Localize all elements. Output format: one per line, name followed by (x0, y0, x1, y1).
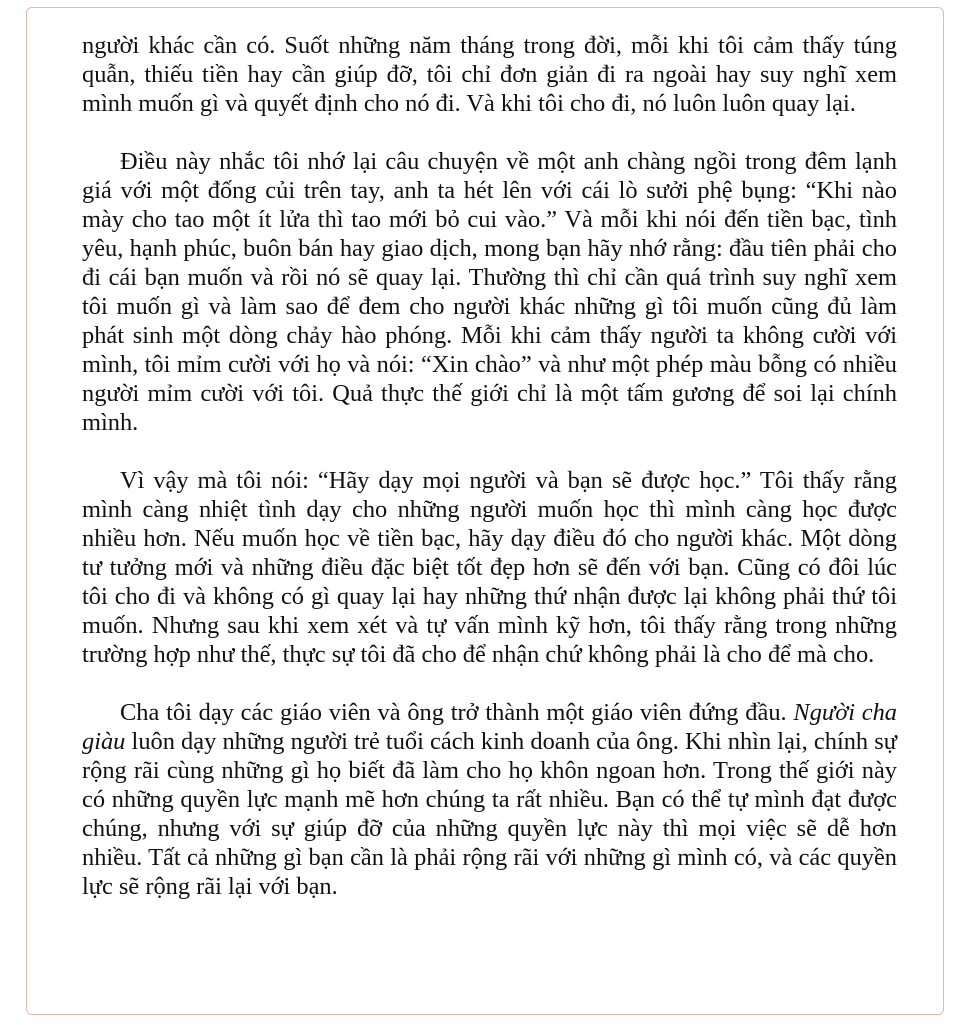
book-title-italic: Người cha giàu (82, 699, 898, 755)
paragraph-2: Điều này nhắc tôi nhớ lại câu chuyện về một anh chàng ngồi trong đêm lạnh giá với một đống củi trên tay, anh ta hét lên với cái lò sưởi phệ bụng: “Khi nào mày cho tao một ít lửa thì tao mới bỏ cui vào.” Và mỗi khi nói đến tiền bạc, tình yêu, hạnh phúc, buôn bán hay giao dịch, mong bạn hãy nhớ rằng: đầu tiên phải cho đi cái bạn muốn và rồi nó sẽ quay lại. Thường thì chỉ cần quá trình suy nghĩ xem tôi muốn gì và làm sao để đem cho người khác những gì tôi muốn cũng đủ làm phát sinh một dòng chảy hào phóng. Mỗi khi cảm thấy người ta không cười với mình, tôi mỉm cười với họ và nói: “Xin chào” và như một phép màu bỗng có nhiều người mỉm cười với tôi. Quả thực thế giới chỉ là một tấm gương để soi lại chính mình. (82, 148, 897, 436)
paragraph-3: Vì vậy mà tôi nói: “Hãy dạy mọi người và bạn sẽ được học.” Tôi thấy rằng mình càng nhiệt tình dạy cho những người muốn học thì mình càng học được nhiều hơn. Nếu muốn học về tiền bạc, hãy dạy điều đó cho người khác. Một dòng tư tưởng mới và những điều đặc biệt tốt đẹp hơn sẽ đến với bạn. Cũng có đôi lúc tôi cho đi và không có gì quay lại hay những thứ nhận được lại không phải thứ tôi muốn. Nhưng sau khi xem xét và tự vấn mình kỹ hơn, tôi thấy rằng trong những trường hợp như thế, thực sự tôi đã cho để nhận chứ không phải là cho để mà cho. (82, 467, 897, 668)
paragraph-4 (82, 698, 897, 901)
paragraph-4-text-before: Cha tôi dạy các giáo viên và ông trở thành một giáo viên đứng đầu. (120, 699, 794, 726)
paragraph-4-text-after: luôn dạy những người trẻ tuổi cách kinh doanh của ông. Khi nhìn lại, chính sự rộng rãi cùng những gì họ biết đã làm cho họ khôn ngoan hơn. Trong thế giới này có những quyền lực mạnh mẽ hơn chúng ta rất nhiều. Bạn có thể tự mình đạt được chúng, nhưng với sự giúp đỡ của những quyền lực này thì mọi việc sẽ dễ hơn nhiều. Tất cả những gì bạn cần là phải rộng rãi với những gì mình có, và các quyền lực sẽ rộng rãi lại với bạn. (82, 728, 897, 900)
paragraph-1: người khác cần có. Suốt những năm tháng trong đời, mỗi khi tôi cảm thấy túng quẫn, thiếu tiền hay cần giúp đỡ, tôi chỉ đơn giản đi ra ngoài hay suy nghĩ xem mình muốn gì và quyết định cho nó đi. Và khi tôi cho đi, nó luôn luôn quay lại. (82, 32, 897, 117)
document-body (82, 31, 897, 901)
